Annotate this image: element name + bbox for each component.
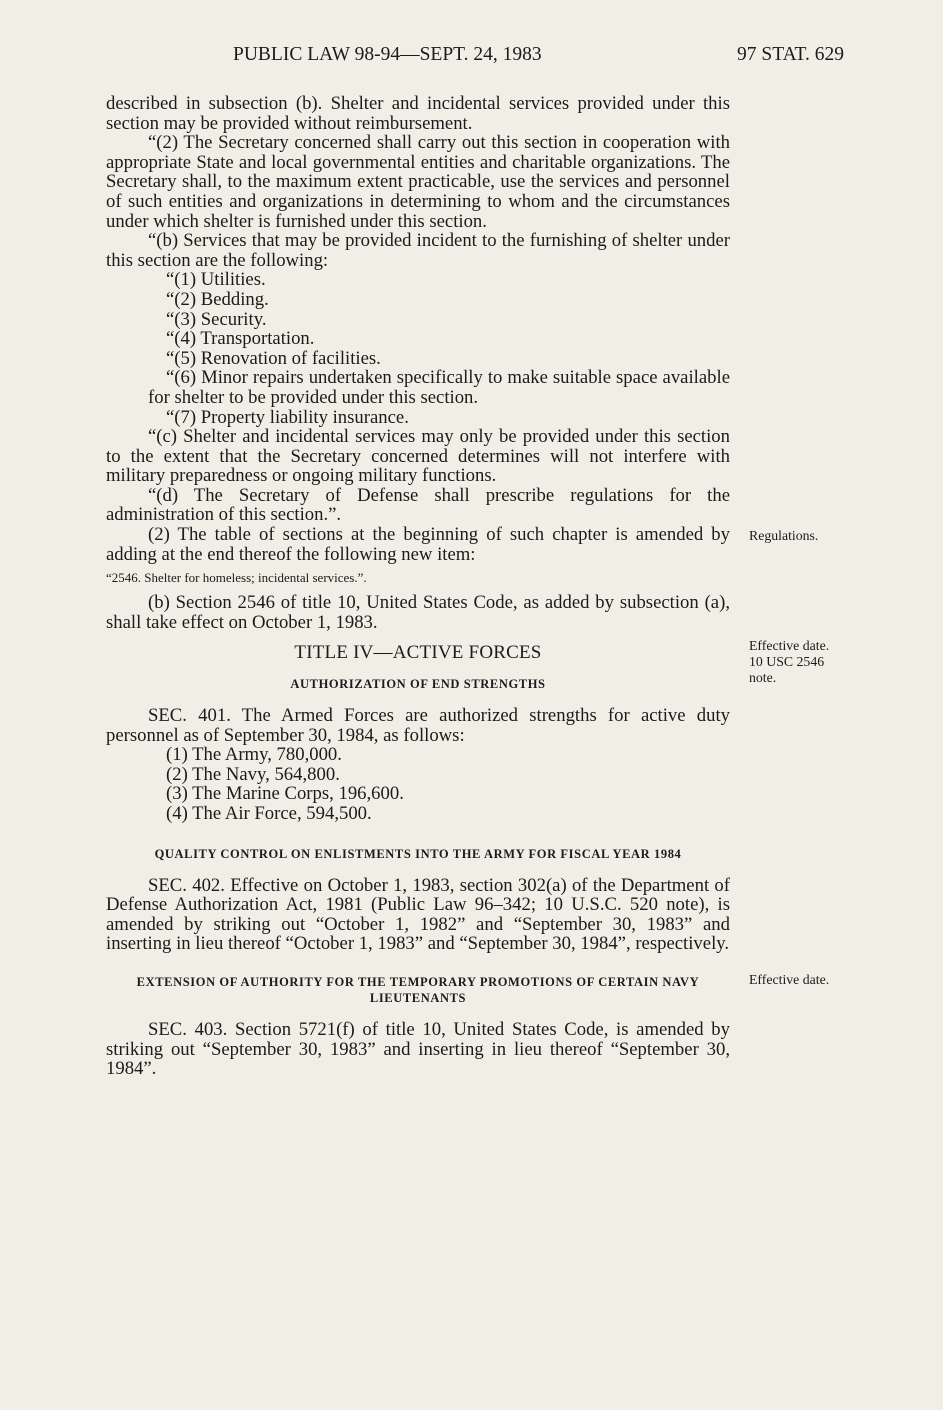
paragraph-table-amendment: (2) The table of sections at the beginning of such chapter is amended by adding at the end thereof the following new item:	[106, 524, 730, 565]
paragraph-d: “(d) The Secretary of Defense shall prescribe regulations for the administration of this section.”.	[106, 484, 730, 526]
list-item: “(5) Renovation of facilities.	[166, 347, 381, 369]
section-401: SEC. 401. The Armed Forces are authorized strengths for active duty personnel as of September 30, 1984, as follows:	[106, 705, 730, 746]
list-item: “(1) Utilities.	[166, 269, 266, 291]
page-header	[0, 44, 943, 74]
list-item: “(7) Property liability insurance.	[166, 406, 409, 428]
document-body	[106, 94, 730, 1079]
table-of-sections-item: “2546. Shelter for homeless; incidental services.”.	[106, 570, 367, 586]
section-subheading: AUTHORIZATION OF END STRENGTHS	[290, 677, 546, 692]
paragraph-b: “(b) Services that may be provided incident to the furnishing of shelter under this section are the following:	[106, 230, 730, 271]
force-item: (4) The Air Force, 594,500.	[166, 803, 372, 824]
paragraph-c: “(c) Shelter and incidental services may only be provided under this section to the extent that the Secretary concerned determines will not interfere with military preparedness or ongoing military functions.	[106, 426, 730, 487]
paragraph-a2: “(2) The Secretary concerned shall carry out this section in cooperation with appropriate State and local governmental entities and charitable organizations. The Secretary shall, to the maximum extent practicable, use the services and personnel of such entities and organizations in determining to whom and the circumstances under which shelter is furnished under this section.	[106, 132, 730, 232]
list-item: “(6) Minor repairs undertaken specifically to make suitable space available for shelter to be provided under this section.	[148, 367, 730, 408]
section-subheading: QUALITY CONTROL ON ENLISTMENTS INTO THE ARMY FOR FISCAL YEAR 1984	[154, 846, 682, 861]
margin-note-effective-date-2: Effective date.	[749, 972, 830, 987]
margin-note-effective-date: Effective date. 10 USC 2546 note.	[749, 638, 830, 685]
header-title: PUBLIC LAW 98-94—SEPT. 24, 1983	[233, 44, 542, 65]
list-item: “(3) Security.	[166, 308, 267, 330]
paragraph-continuation: described in subsection (b). Shelter and incidental services provided under this section may be provided without reimbursement.	[106, 93, 730, 134]
title-heading: TITLE IV—ACTIVE FORCES	[294, 642, 542, 664]
margin-note-regulations: Regulations.	[749, 528, 819, 543]
list-item: “(4) Transportation.	[166, 328, 315, 350]
force-item: (1) The Army, 780,000.	[166, 744, 342, 766]
list-item: “(2) Bedding.	[166, 288, 269, 310]
section-subheading: EXTENSION OF AUTHORITY FOR THE TEMPORARY PROMOTIONS OF CERTAIN NAVY LIEUTENANTS	[136, 974, 700, 1005]
force-item: (2) The Navy, 564,800.	[166, 763, 340, 785]
section-402: SEC. 402. Effective on October 1, 1983, section 302(a) of the Department of Defense Authorization Act, 1981 (Public Law 96–342; 10 U.S.C. 520 note), is amended by striking out “October 1, 1982” and “September 30, 1983” and inserting in lieu thereof “October 1, 1983” and “September 30, 1984”, respectively.	[106, 874, 730, 955]
section-403: SEC. 403. Section 5721(f) of title 10, United States Code, is amended by striking out “September 30, 1983” and inserting in lieu thereof “September 30, 1984”.	[106, 1018, 730, 1080]
paragraph-effective-date: (b) Section 2546 of title 10, United States Code, as added by subsection (a), shall take effect on October 1, 1983.	[106, 592, 730, 633]
force-item: (3) The Marine Corps, 196,600.	[166, 783, 404, 805]
header-stat-page: 97 STAT. 629	[737, 44, 844, 65]
